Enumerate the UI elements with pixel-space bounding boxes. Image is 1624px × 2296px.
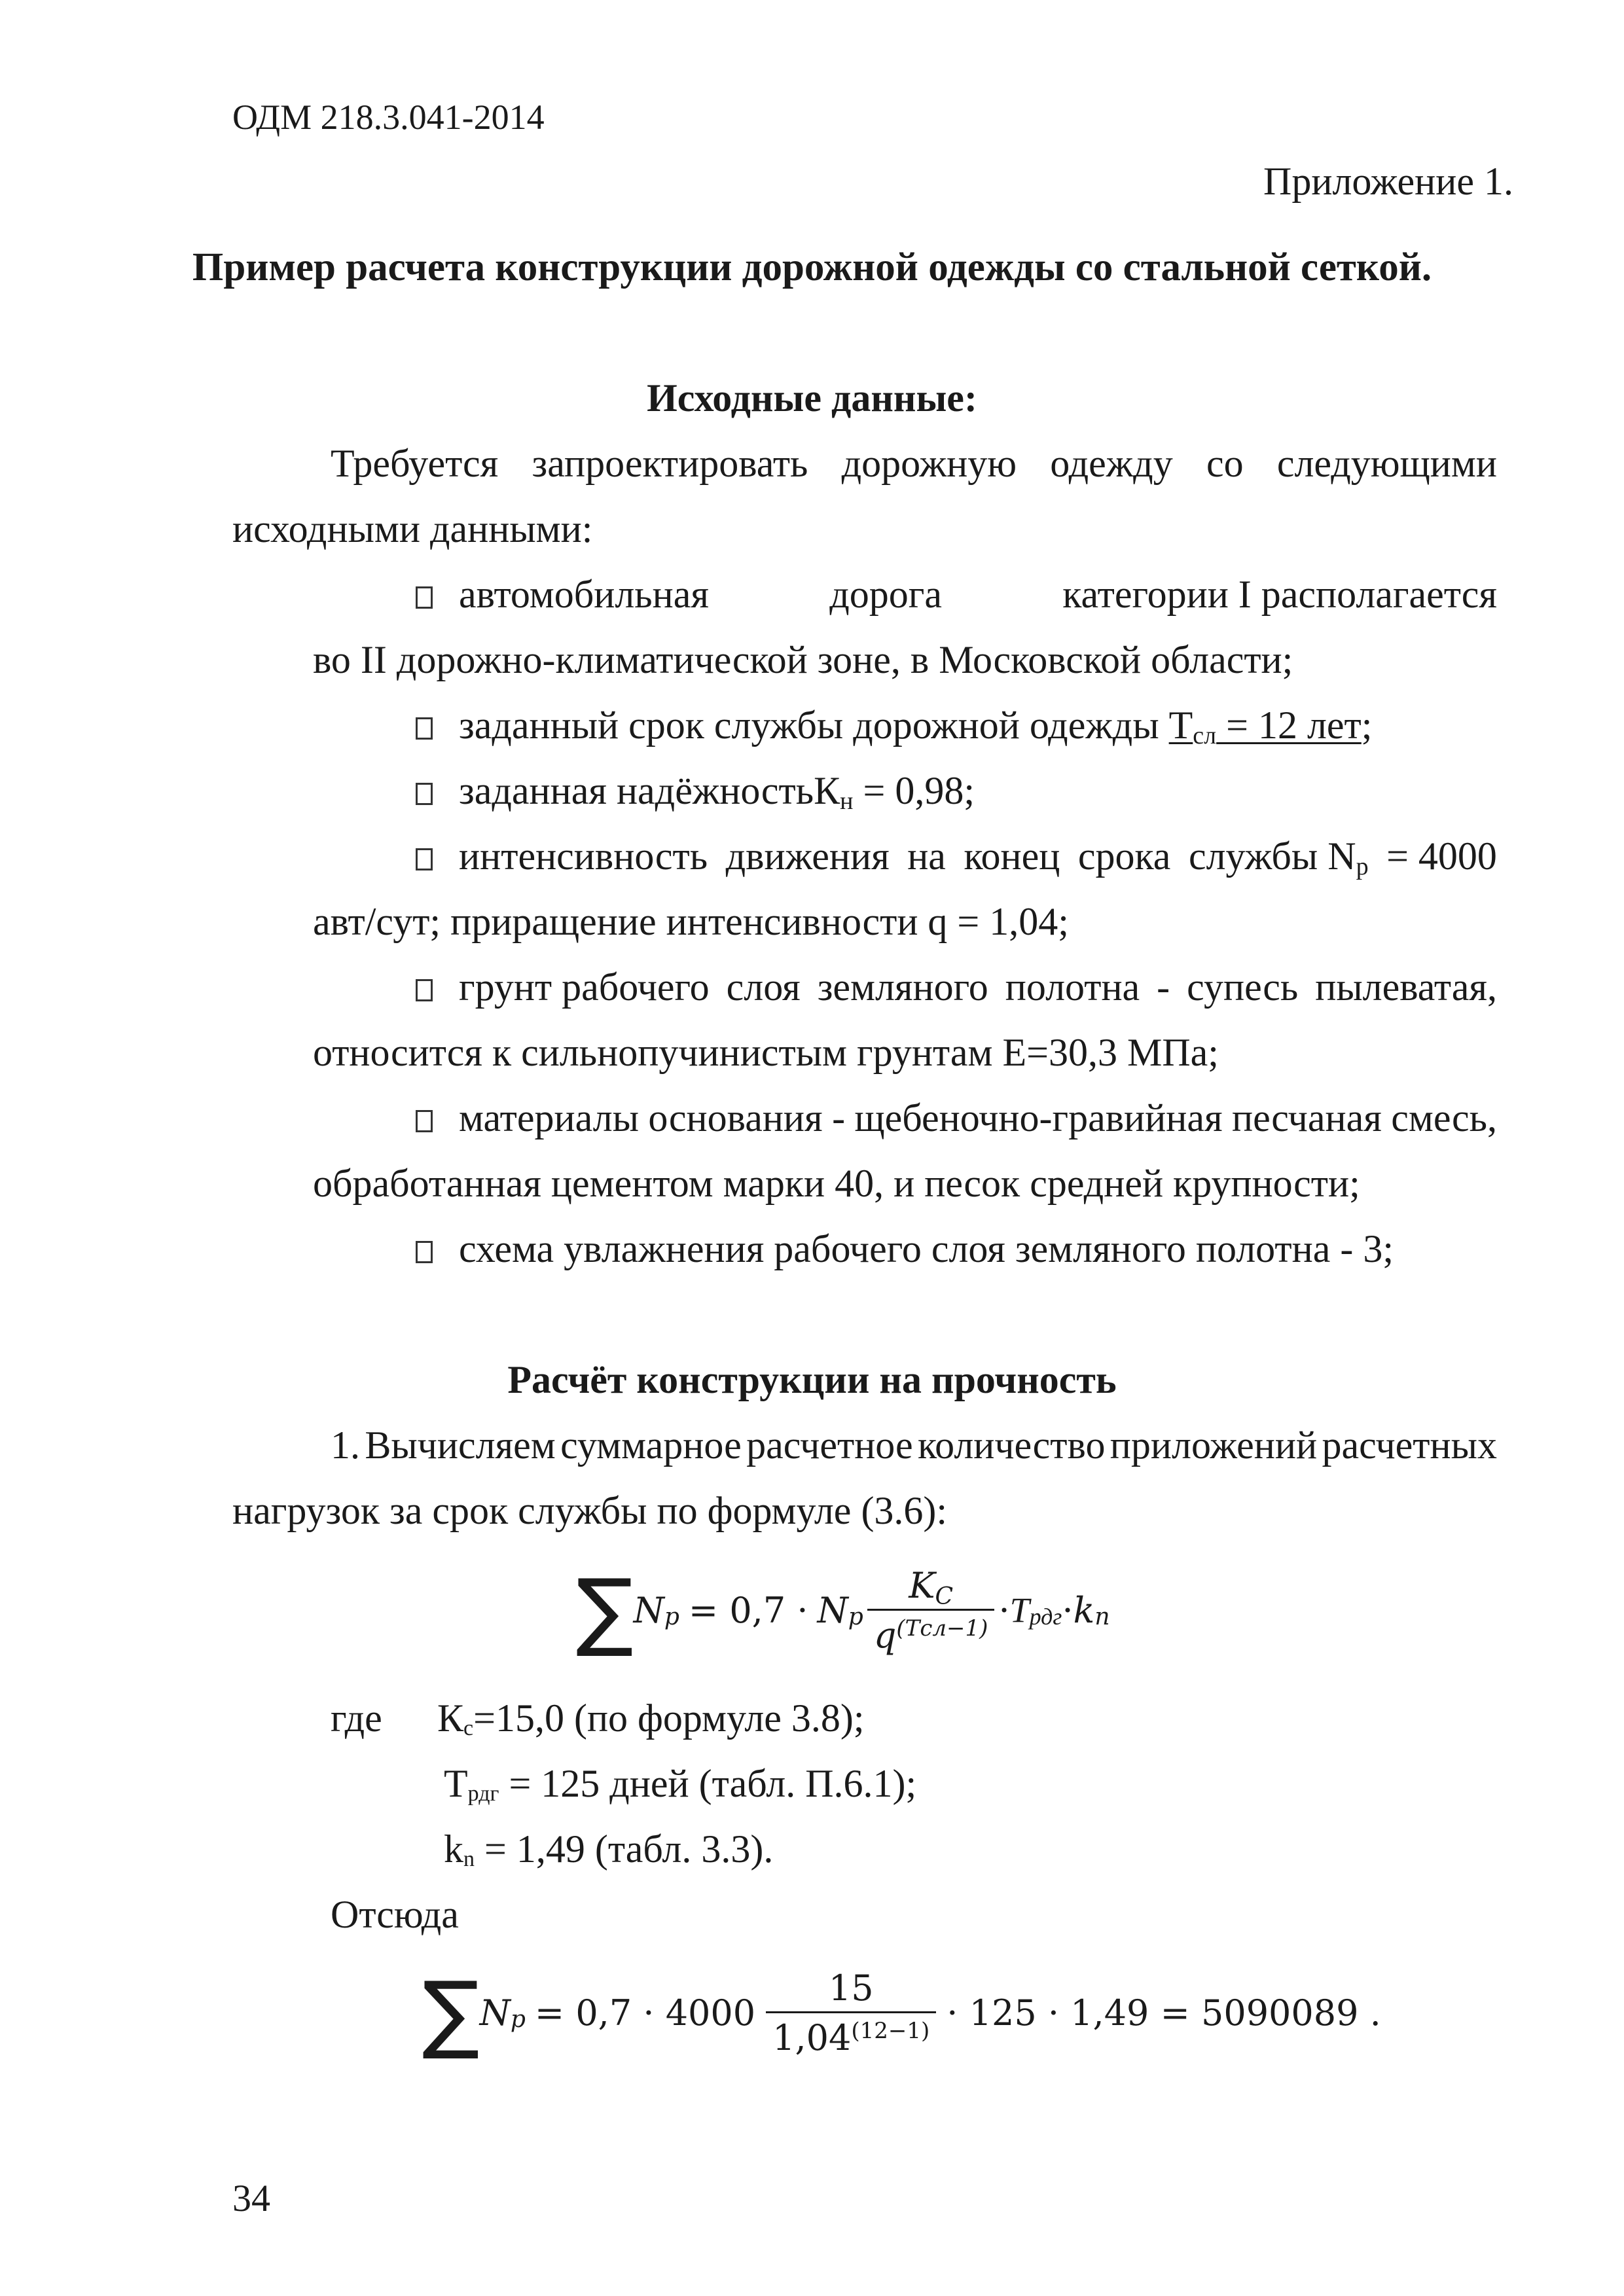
- word: Вычисляем: [365, 1424, 556, 1467]
- word: полотна: [1005, 965, 1140, 1009]
- word: пылеватая,: [1315, 965, 1497, 1009]
- word: срока: [1077, 834, 1171, 878]
- bullet-icon: [416, 783, 433, 805]
- subscript: p: [510, 2005, 526, 2033]
- text: k: [444, 1827, 463, 1871]
- text: Т: [1168, 704, 1193, 747]
- subscript: p: [848, 1603, 863, 1630]
- text: схема увлажнения рабочего слоя земляного полотна - 3;: [459, 1227, 1394, 1270]
- word: дорожную: [841, 442, 1017, 485]
- page-title: Пример расчета конструкции дорожной одежды со стальной сеткой.: [192, 245, 1432, 289]
- formula-total-loads-result: [422, 1954, 1381, 2072]
- word: количество: [918, 1424, 1106, 1467]
- word: одежду: [1050, 442, 1173, 485]
- subscript: с: [463, 1716, 474, 1740]
- numerator: 15: [828, 1967, 874, 2009]
- math-var: N: [817, 1589, 848, 1631]
- word: 1.: [331, 1424, 360, 1467]
- word: Требуется: [331, 442, 499, 485]
- word: на: [907, 834, 946, 878]
- word: следующими: [1276, 442, 1497, 485]
- word: приложений: [1110, 1424, 1318, 1467]
- subscript: n: [1094, 1603, 1110, 1630]
- service-life-value: [1169, 704, 1362, 747]
- section-heading-strength: Расчёт конструкции на прочность: [507, 1358, 1117, 1401]
- list-item-2: [416, 704, 1373, 749]
- appendix-label: Приложение 1.: [1263, 160, 1514, 203]
- bullet-icon: [416, 717, 433, 740]
- text: ;: [1361, 704, 1373, 747]
- bullet-icon: [416, 1110, 433, 1132]
- math-expr: · 125 · 1,49 = 5090089 .: [947, 1992, 1381, 2034]
- list-item-5-line-2: относится к сильнопучинистым грунтам E=30,3 МПа;: [313, 1031, 1219, 1074]
- word: основания: [648, 1096, 823, 1139]
- bullet-icon: [416, 1241, 433, 1263]
- text: =15,0 (по формуле 3.8);: [473, 1696, 865, 1740]
- math-op: ·: [998, 1589, 1010, 1631]
- word: расчетное: [746, 1424, 913, 1467]
- math-var: k: [1073, 1589, 1095, 1631]
- superscript: (12−1): [851, 2017, 930, 2044]
- word: расчетных: [1322, 1424, 1497, 1467]
- subscript: C: [935, 1583, 954, 1610]
- word: грунт рабочего: [459, 965, 710, 1009]
- formula-total-loads: [576, 1551, 1110, 1669]
- step-1-line-1: [331, 1426, 1497, 1465]
- numerator: [902, 1565, 960, 1609]
- bullet-icon: [416, 586, 433, 609]
- bullet-icon: [416, 848, 433, 870]
- word: движения: [725, 834, 890, 878]
- math-var: q: [873, 1614, 897, 1656]
- fraction: [867, 1565, 995, 1656]
- text: заданная надёжностьК: [459, 769, 840, 812]
- list-item-1-line-2: во II дорожно-климатической зоне, в Московской области;: [313, 638, 1293, 681]
- document-code: ОДМ 218.3.041-2014: [232, 98, 545, 137]
- word: слоя: [726, 965, 801, 1009]
- text: заданный срок службы дорожной одежды: [459, 704, 1169, 747]
- list-item-5-line-1: [416, 967, 1497, 1007]
- word: интенсивность: [459, 834, 708, 878]
- intro-line-1: [331, 444, 1497, 483]
- word: автомобильная: [459, 573, 710, 616]
- page-number: 34: [232, 2177, 270, 2219]
- hence-label: Отсюда: [331, 1893, 459, 1936]
- list-item-6-line-2: обработанная цементом марки 40, и песок средней крупности;: [313, 1162, 1360, 1205]
- word: супесь: [1187, 965, 1299, 1009]
- math-var: K: [909, 1564, 935, 1606]
- word: материалы: [459, 1096, 640, 1139]
- math-expr: = 0,7 · 4000: [534, 1992, 756, 2034]
- bullet-icon: [416, 979, 433, 1001]
- list-item-3: [416, 769, 975, 815]
- text: = 125 дней (табл. П.6.1);: [499, 1762, 917, 1805]
- superscript: (Tсл−1): [896, 1615, 988, 1641]
- word: суммарное: [560, 1424, 742, 1467]
- math-var: N: [479, 1992, 511, 2034]
- word: категории I располагается: [1062, 573, 1497, 616]
- text: Т: [444, 1762, 468, 1805]
- word: щебеночно-гравийная: [854, 1096, 1223, 1139]
- step-1-line-2: нагрузок за срок службы по формуле (3.6):: [232, 1489, 948, 1532]
- subscript: сл: [1193, 722, 1217, 749]
- where-kc: [437, 1698, 865, 1738]
- where-label: где: [331, 1696, 382, 1740]
- where-trdg: [444, 1762, 917, 1806]
- word: со: [1206, 442, 1244, 485]
- math-op: ·: [1062, 1589, 1074, 1631]
- word: конец: [964, 834, 1060, 878]
- intro-line-2: исходными данными:: [232, 507, 593, 550]
- list-item-7: [416, 1229, 1394, 1268]
- list-item-6-line-1: [416, 1098, 1497, 1138]
- subscript: рдг: [1029, 1604, 1062, 1630]
- math-op: = 0,7 ·: [688, 1589, 808, 1631]
- subscript: p: [1356, 853, 1369, 880]
- denominator: [766, 2011, 936, 2058]
- list-item-1-line-1: [416, 575, 1497, 614]
- word: запроектировать: [532, 442, 808, 485]
- math-var: T: [1009, 1590, 1030, 1630]
- word: = 4000: [1386, 834, 1497, 878]
- text: = 1,49 (табл. 3.3).: [475, 1827, 774, 1871]
- list-item-4-line-1: [416, 834, 1497, 880]
- word: дорога: [829, 573, 943, 616]
- text: К: [437, 1696, 464, 1740]
- word: -: [1157, 965, 1170, 1009]
- denominator: [867, 1609, 995, 1656]
- list-item-4-line-2: авт/сут; приращение интенсивности q = 1,04;: [313, 900, 1069, 943]
- sum-symbol: ∑: [576, 1560, 634, 1660]
- word: земляного: [817, 965, 988, 1009]
- word: -: [832, 1096, 846, 1139]
- text: = 12 лет: [1216, 704, 1362, 747]
- subscript: н: [840, 787, 854, 815]
- subscript: рдг: [467, 1782, 499, 1806]
- subscript: n: [463, 1847, 475, 1871]
- word: смесь,: [1391, 1096, 1497, 1139]
- where-kn: [444, 1829, 773, 1869]
- word: песчаная: [1232, 1096, 1382, 1139]
- section-heading-initial: Исходные данные:: [647, 376, 977, 420]
- text: = 0,98;: [853, 769, 975, 812]
- word: службы N: [1188, 834, 1356, 878]
- fraction: [766, 1967, 936, 2058]
- subscript: p: [664, 1603, 679, 1630]
- text: 1,04: [772, 2017, 852, 2058]
- sum-symbol: ∑: [422, 1963, 480, 2062]
- math-var: N: [633, 1589, 664, 1631]
